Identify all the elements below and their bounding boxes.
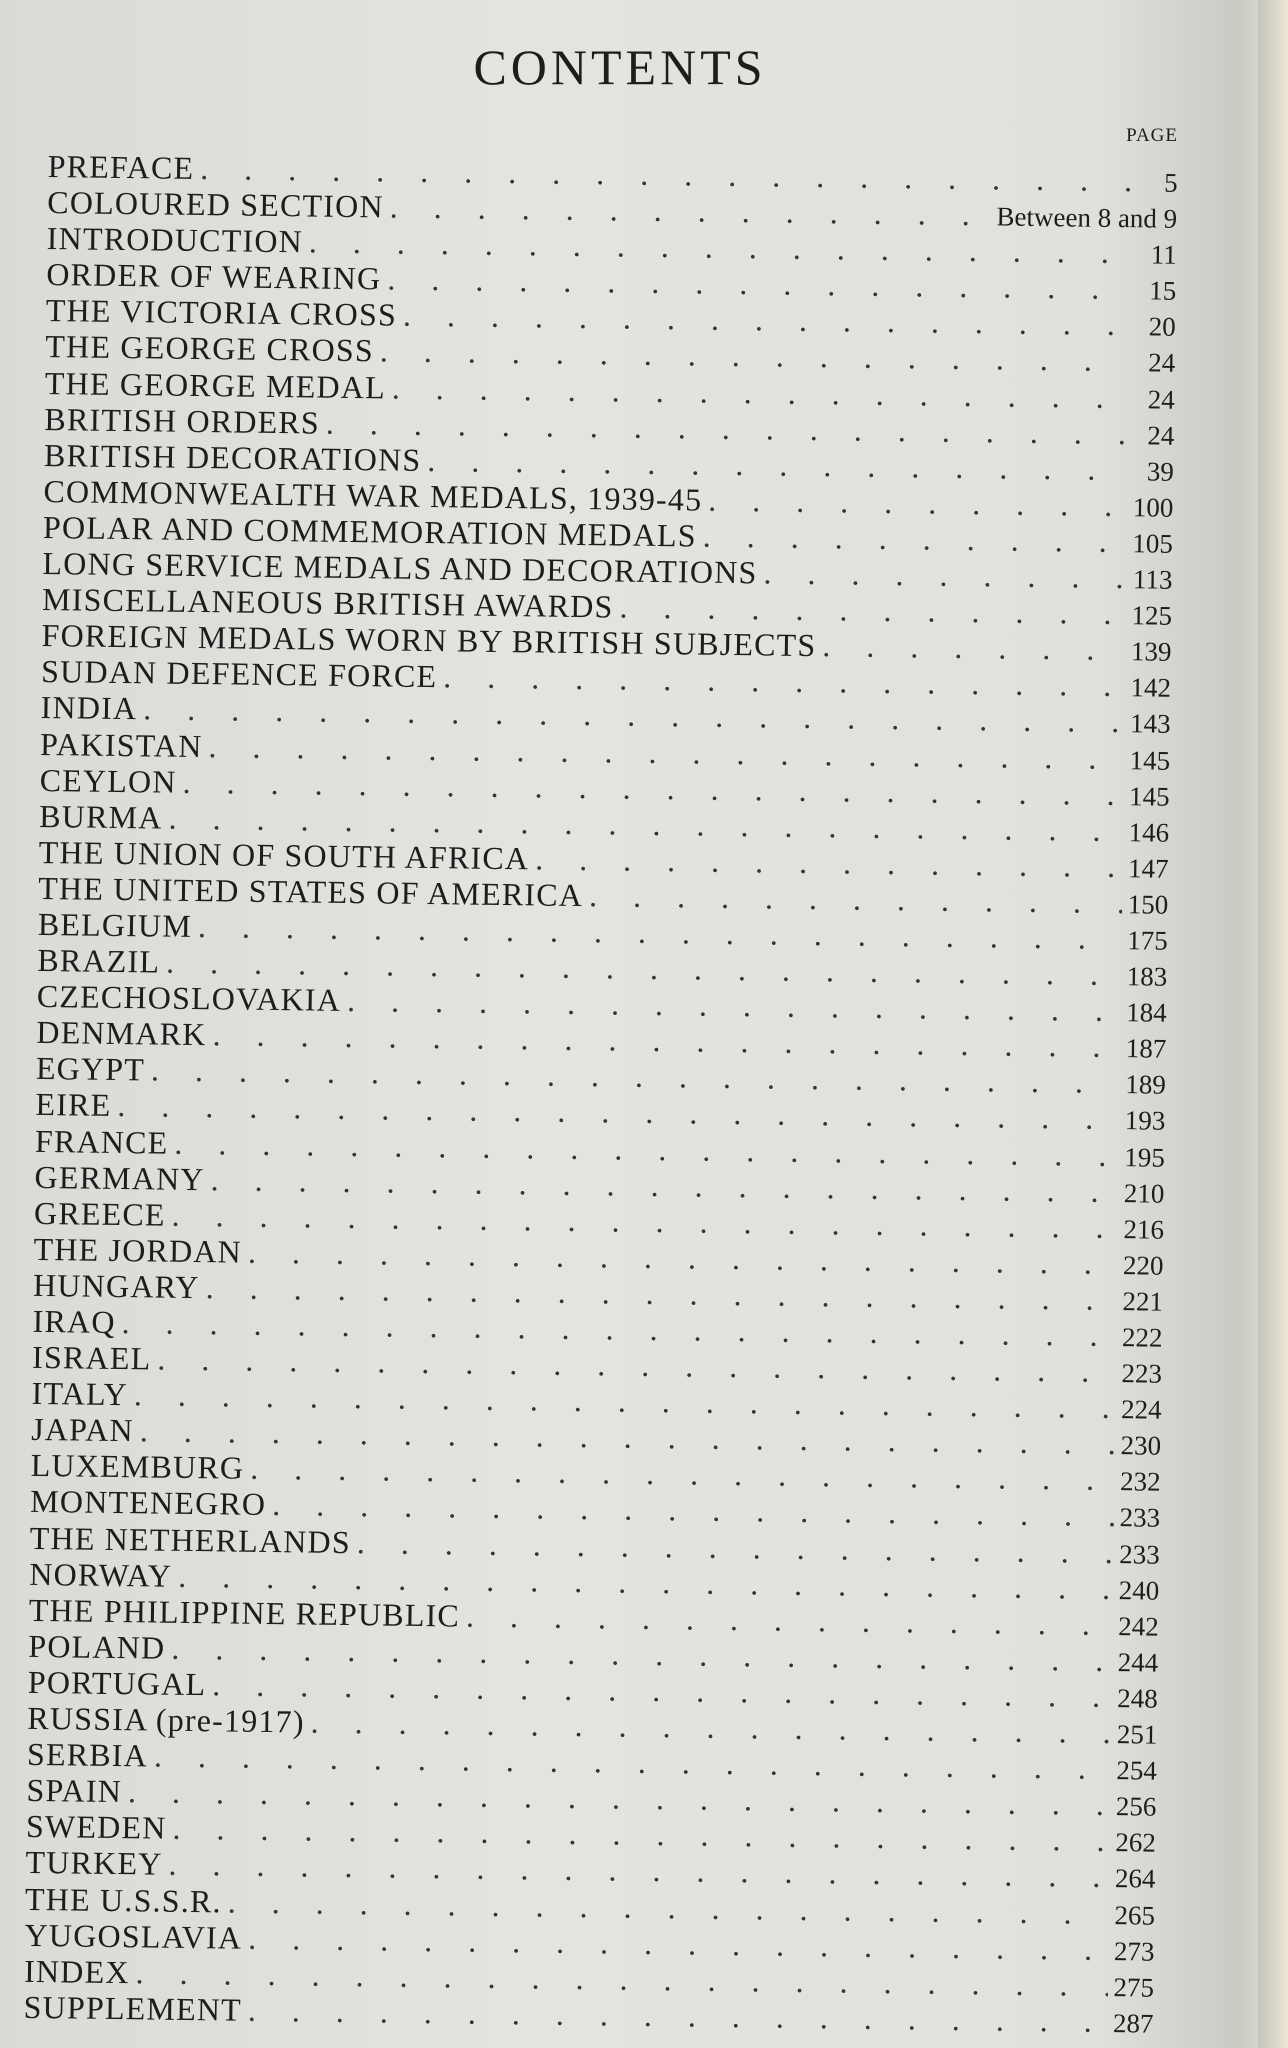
- entry-page-number: 242: [1118, 1610, 1159, 1642]
- entry-label: INTRODUCTION: [46, 220, 304, 260]
- entry-label: COMMONWEALTH WAR MEDALS, 1939-45: [43, 472, 703, 518]
- entry-page-number: 193: [1124, 1105, 1166, 1137]
- entry-label: NORWAY: [29, 1555, 173, 1594]
- entry-label: MISCELLANEOUS BRITISH AWARDS: [41, 581, 614, 625]
- entry-label: THE GEORGE MEDAL: [44, 364, 387, 406]
- entry-page-number: 175: [1127, 925, 1168, 956]
- entry-page-number: 233: [1118, 1538, 1160, 1570]
- entry-page-number: 5: [1163, 167, 1178, 198]
- entry-label: EIRE: [35, 1086, 112, 1124]
- entry-label: FOREIGN MEDALS WORN BY BRITISH SUBJECTS: [41, 617, 817, 664]
- entry-label: INDEX: [23, 1952, 130, 1990]
- entry-page-number: 240: [1118, 1574, 1160, 1606]
- entry-page-number: 220: [1122, 1249, 1164, 1281]
- entry-page-number: 184: [1126, 997, 1167, 1028]
- entry-label: RUSSIA (pre-1917): [27, 1699, 305, 1740]
- entry-page-number: 251: [1116, 1719, 1158, 1750]
- entry-page-number: 189: [1125, 1069, 1167, 1101]
- page-edge: [1258, 0, 1288, 2048]
- entry-label: SWEDEN: [25, 1808, 167, 1847]
- entry-page-number: 105: [1132, 528, 1174, 559]
- entry-label: BELGIUM: [37, 905, 193, 944]
- entry-page-number: 222: [1121, 1322, 1163, 1353]
- entry-label: JAPAN: [30, 1411, 135, 1449]
- entry-page-number: 262: [1115, 1827, 1157, 1858]
- entry-page-number: 24: [1147, 420, 1175, 451]
- entry-label: POLAR AND COMMEMORATION MEDALS: [42, 508, 698, 554]
- entry-label: THE JORDAN: [33, 1230, 243, 1270]
- entry-label: ISRAEL: [31, 1338, 152, 1377]
- entry-page-number: 221: [1122, 1286, 1164, 1317]
- entry-label: FRANCE: [34, 1122, 169, 1161]
- entry-page-number: Between 8 and 9: [996, 201, 1178, 234]
- entry-label: PREFACE: [47, 148, 195, 186]
- entry-page-number: 210: [1123, 1177, 1165, 1209]
- entry-label: SUDAN DEFENCE FORCE: [40, 653, 438, 695]
- page-column-header: PAGE: [1126, 125, 1178, 146]
- entry-page-number: 15: [1149, 275, 1177, 307]
- entry-page-number: 39: [1146, 456, 1175, 487]
- entry-page-number: 146: [1128, 816, 1170, 848]
- entry-page-number: 125: [1131, 600, 1173, 631]
- entry-page-number: 11: [1150, 239, 1177, 270]
- entry-label: EGYPT: [35, 1050, 146, 1088]
- entry-page-number: 256: [1115, 1791, 1157, 1822]
- entry-label: THE U.S.S.R.: [24, 1880, 222, 1919]
- entry-page-number: 24: [1147, 383, 1176, 415]
- entry-page-number: 232: [1119, 1466, 1161, 1498]
- entry-page-number: 244: [1117, 1646, 1159, 1678]
- entry-label: CZECHOSLOVAKIA: [36, 978, 342, 1019]
- entry-label: THE NETHERLANDS: [29, 1519, 352, 1560]
- entry-label: PORTUGAL: [27, 1663, 207, 1703]
- entry-label: ORDER OF WEARING: [46, 256, 382, 297]
- entry-label: IRAQ: [32, 1302, 116, 1340]
- entry-label: ITALY: [31, 1375, 129, 1413]
- entry-label: THE GEORGE CROSS: [45, 328, 375, 369]
- dot-leader: [822, 627, 1125, 668]
- entry-page-number: 147: [1127, 852, 1169, 884]
- entry-page-number: 273: [1113, 1935, 1155, 1967]
- entry-label: GERMANY: [34, 1158, 205, 1197]
- entry-label: BURMA: [39, 797, 163, 836]
- dot-leader: [763, 554, 1126, 596]
- entry-page-number: 248: [1117, 1683, 1158, 1714]
- entry-label: PAKISTAN: [39, 725, 203, 764]
- entry-page-number: 233: [1119, 1502, 1161, 1534]
- entry-page-number: 150: [1127, 889, 1169, 920]
- entry-label: SPAIN: [26, 1772, 123, 1810]
- entry-label: COLOURED SECTION: [47, 184, 385, 225]
- entry-page-number: 230: [1120, 1430, 1162, 1461]
- entry-label: SUPPLEMENT: [23, 1988, 243, 2028]
- entry-page-number: 113: [1132, 564, 1173, 595]
- entry-page-number: 183: [1126, 961, 1168, 992]
- entry-label: TURKEY: [25, 1844, 163, 1883]
- entry-page-number: 265: [1114, 1899, 1156, 1931]
- entry-label: BRAZIL: [37, 941, 161, 980]
- entry-page-number: 216: [1123, 1213, 1165, 1245]
- entry-label: BRITISH ORDERS: [44, 400, 321, 441]
- entry-page-number: 142: [1130, 672, 1172, 704]
- entry-page-number: 195: [1124, 1141, 1166, 1173]
- entry-label: POLAND: [28, 1627, 166, 1666]
- entry-page-number: 100: [1132, 492, 1174, 523]
- entry-label: CEYLON: [39, 761, 177, 800]
- entry-label: THE UNION OF SOUTH AFRICA: [38, 833, 530, 877]
- entry-page-number: 145: [1129, 744, 1171, 776]
- entry-label: MONTENEGRO: [30, 1483, 267, 1523]
- entry-page-number: 187: [1125, 1033, 1167, 1064]
- page-title: CONTENTS: [473, 39, 767, 95]
- entry-page-number: 224: [1120, 1394, 1162, 1425]
- entry-page-number: 143: [1129, 708, 1171, 740]
- entry-label: BRITISH DECORATIONS: [43, 436, 422, 478]
- entry-page-number: 264: [1114, 1863, 1156, 1895]
- entry-label: INDIA: [40, 689, 138, 727]
- entry-page-number: 20: [1148, 311, 1176, 343]
- contents-list: [23, 148, 1177, 2040]
- entry-page-number: 275: [1113, 1971, 1155, 2003]
- entry-label: SERBIA: [26, 1735, 149, 1774]
- entry-label: LUXEMBURG: [30, 1447, 245, 1487]
- entry-label: HUNGARY: [32, 1266, 200, 1305]
- entry-page-number: 145: [1128, 780, 1170, 812]
- entry-label: THE UNITED STATES OF AMERICA: [38, 869, 584, 913]
- entry-page-number: 139: [1130, 636, 1172, 667]
- entry-page-number: 223: [1121, 1358, 1163, 1389]
- entry-label: THE PHILIPPINE REPUBLIC: [28, 1591, 461, 1634]
- entry-page-number: 24: [1148, 347, 1176, 379]
- entry-label: DENMARK: [36, 1014, 207, 1053]
- entry-label: LONG SERVICE MEDALS AND DECORATIONS: [42, 544, 758, 591]
- entry-label: GREECE: [33, 1194, 166, 1233]
- entry-label: THE VICTORIA CROSS: [45, 292, 398, 333]
- entry-page-number: 254: [1116, 1755, 1158, 1786]
- entry-label: YUGOSLAVIA: [24, 1916, 243, 1956]
- entry-page-number: 287: [1112, 2007, 1154, 2039]
